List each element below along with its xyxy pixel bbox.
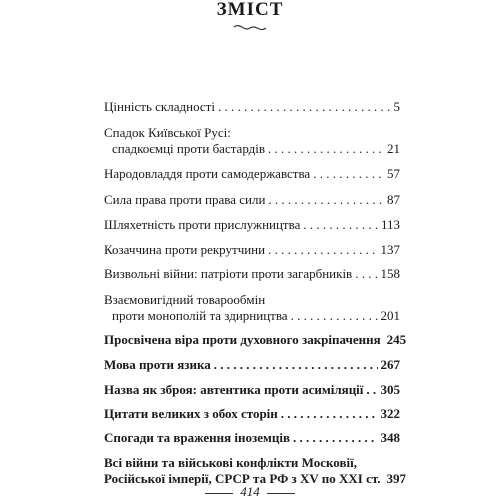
toc-entry: [104, 406, 400, 422]
toc-entry-page: 5: [393, 99, 400, 114]
toc-entry: [104, 382, 400, 398]
toc-entry-page: 21: [387, 141, 400, 156]
footer-rule-right: [267, 493, 295, 494]
toc-entry: [104, 266, 400, 282]
toc-entry-page: 305: [380, 382, 400, 397]
toc-entry-title: Мова проти язика: [104, 357, 211, 372]
toc-entry-page: 397: [386, 471, 407, 486]
toc-entry-page: 113: [380, 217, 400, 232]
toc-entry: [104, 217, 400, 233]
toc-entry-title-continued: спадкоємці проти бастардів: [112, 141, 266, 156]
toc-entry-page: 322: [380, 406, 400, 421]
toc-leader-dots: [293, 430, 377, 446]
toc-entry-page: 57: [387, 166, 400, 181]
toc-entry-page: 201: [380, 308, 400, 323]
toc-entry-title: Назва як зброя: автентика проти асиміляції: [104, 382, 364, 397]
toc-entry-page: 348: [380, 430, 400, 445]
toc-entry-title: Шляхетність проти прислужництва: [104, 217, 301, 232]
toc-entry-title: Визвольні війни: патріоти проти загарбників: [104, 266, 353, 281]
page-footer: [0, 484, 500, 500]
toc-entry-title: Цінність складності: [104, 99, 215, 114]
toc-entry-title: Просвічена віра проти духовного закріпачення: [104, 332, 381, 347]
toc-entry-title-continued: Російської імперії, СРСР та РФ з XV по XXI ст.: [104, 471, 381, 486]
page-number: 414: [240, 484, 260, 499]
toc-entry: [104, 455, 407, 487]
toc-leader-dots: [313, 166, 384, 182]
toc-leader-dots: [291, 308, 378, 324]
toc-entry: [104, 192, 400, 208]
toc-entry-title: Спогади та враження іноземців: [104, 430, 291, 445]
toc-entry-title: Всі війни та військові конфлікти Московії,: [104, 455, 357, 470]
toc-leader-dots: [355, 266, 377, 282]
toc-entry-page: 87: [387, 192, 400, 207]
toc-entry-page: 137: [380, 242, 400, 257]
toc-entry: [104, 292, 400, 324]
toc-entry: [104, 125, 400, 157]
toc-entry-title-continued: проти монополій та здирництва: [112, 308, 288, 323]
toc-entry: [104, 166, 400, 182]
toc-entry: [104, 357, 400, 373]
footer-rule-left: [205, 493, 233, 494]
toc-leader-dots: [218, 99, 391, 115]
toc-leader-dots: [214, 357, 378, 373]
ornament-flourish-icon: [232, 22, 268, 34]
toc-leader-dots: [268, 192, 384, 208]
toc-entry-title: Спадок Київської Русі:: [104, 125, 231, 140]
toc-entry-title: Народовладдя проти самодержавства: [104, 166, 311, 181]
toc-entry: [104, 430, 400, 446]
toc-entry-page: 158: [380, 266, 400, 281]
toc-entry-title: Цитати великих з обох сторін: [104, 406, 278, 421]
toc-entry-title: Взаємовигідний товарообмін: [104, 292, 266, 307]
toc-entry: [104, 332, 407, 348]
toc-entry-page: 245: [386, 332, 407, 347]
toc-leader-dots: [303, 217, 378, 233]
toc-leader-dots: [268, 242, 377, 258]
toc-leader-dots: [281, 406, 378, 422]
toc-entry: [104, 242, 400, 258]
toc-leader-dots: [268, 141, 384, 157]
toc-leader-dots: [366, 382, 377, 398]
page-title: ЗМІСТ: [216, 0, 284, 20]
toc-entry: [104, 99, 400, 115]
toc-entry-page: 267: [380, 357, 400, 372]
toc-entry-title: Козаччина проти рекрутчини: [104, 242, 266, 257]
toc-entry-title: Сила права проти права сили: [104, 192, 266, 207]
